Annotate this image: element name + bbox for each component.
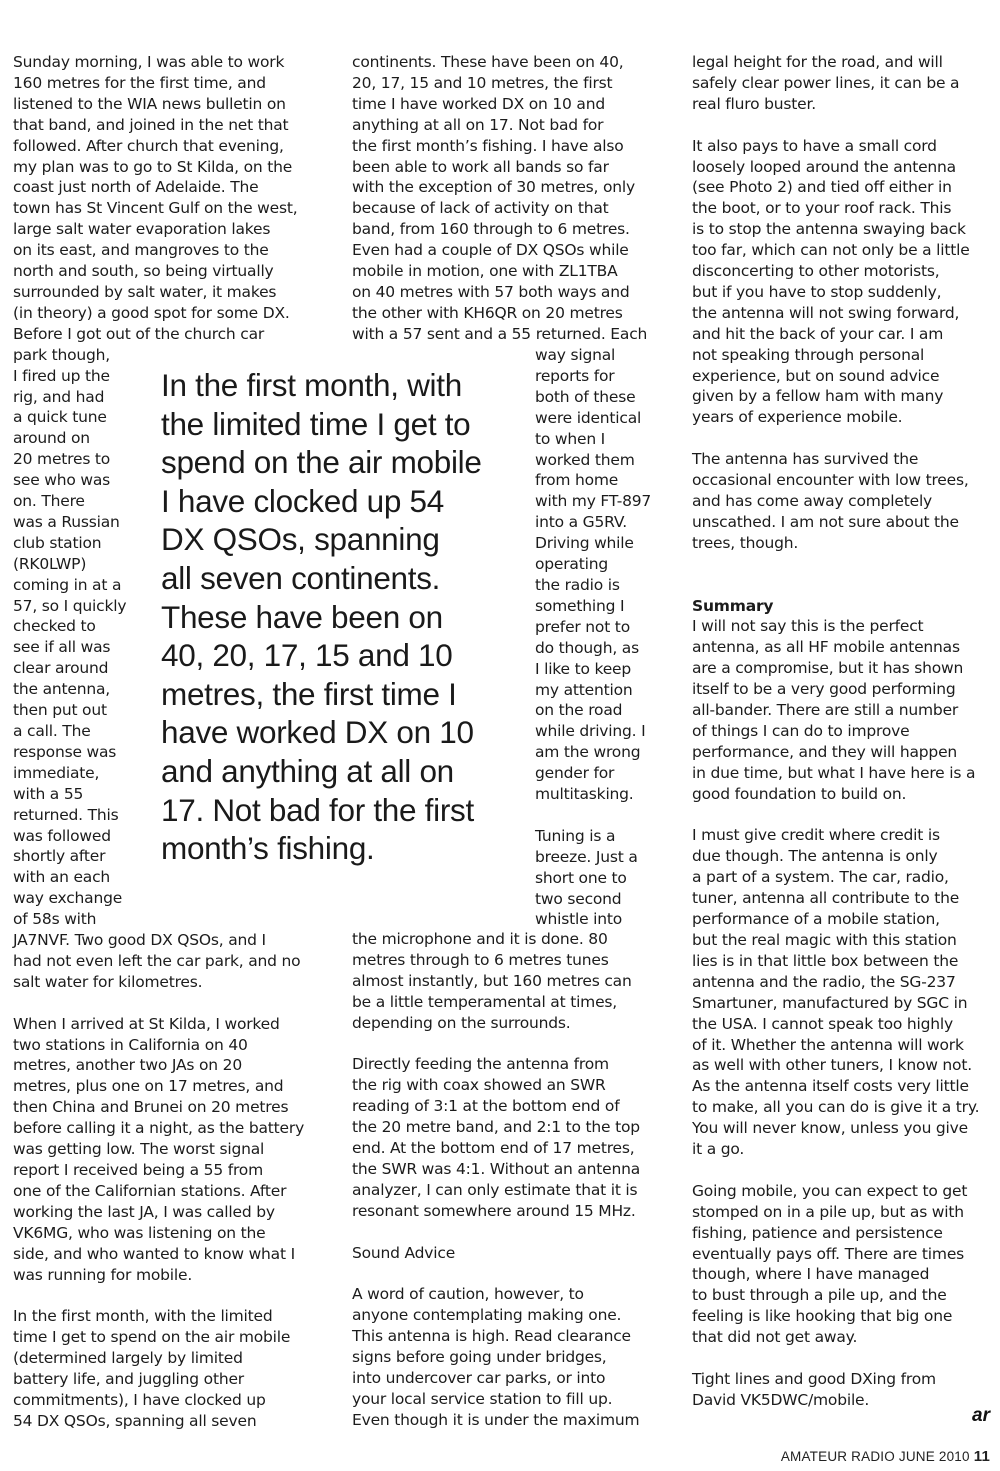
page-footer	[781, 1448, 990, 1465]
col2-para1-top: continents. These have been on 40, 20, 17, 15 and 10 metres, the first time I have worked DX on 10 and anything at all on 17. Not bad for the first month’s fishing. I have also been able to work all bands so far with the exception of 30 metres, only because of lack of activity on that band, from 160 through to 6 metres. Even had a couple of DX QSOs while mobile in motion, one with ZL1TBA on 40 metres with 57 both ways and the other with KH6QR on 20 metres with a 57 sent and a 55 returned. Each	[352, 53, 648, 343]
col2-para3: Directly feeding the antenna from the rig with coax showed an SWR reading of 3:1 at the bottom end of the 20 metre band, and 2:1 to the top end. At the bottom end of 17 metres, the SWR was 4:1. Without an antenna analyzer, I can only estimate that it is resonant somewhere around 15 MHz.	[352, 1055, 641, 1220]
footer-page-number: 11	[973, 1448, 990, 1465]
ar-logo: ar	[972, 1405, 990, 1426]
pull-quote: In the first month, with the limited time I get to spend on the air mobile I have clocked up 54 DX QSOs, spanning all seven continents. These have been on 40, 20, 17, 15 and 10 metres, the first time I have worked DX on 10 and anything at all on 17. Not bad for the first month’s fishing.	[161, 367, 482, 867]
col2-subheading-sound-advice: Sound Advice	[352, 1243, 456, 1262]
col1-para3: In the first month, with the limited time I get to spend on the air mobile (determined largely by limited battery life, and juggling other commitments), I have clocked up 54 DX QSOs, spanning all seven	[13, 1307, 291, 1430]
col1-para1-end: JA7NVF. Two good DX QSOs, and I had not even left the car park, and no salt water for kilometres.	[13, 931, 301, 991]
col3-para4: I will not say this is the perfect antenna, as all HF mobile antennas are a compromise, but it has shown itself to be a very good performing all-bander. There are still a number of things I can do to improve performance, and they will happen in due time, but what I have here is a good foundation to build on.	[692, 617, 976, 803]
col2-para2-end: the microphone and it is done. 80 metres through to 6 metres tunes almost instantly, but 160 metres can be a little temperamental at times, depending on the surrounds.	[352, 930, 632, 1032]
col2-para4: A word of caution, however, to anyone contemplating making one. This antenna is high. Read clearance signs before going under bridges, into undercover car parks, or into your local service station to fill up. Even though it is under the maximum	[352, 1285, 640, 1429]
col3-para7: Tight lines and good DXing from David VK5DWC/mobile.	[692, 1370, 936, 1409]
col1-para1-narrow: park though, I fired up the rig, and had a quick tune around on 20 metres to see who was on. There was a Russian club station (RK0LWP) coming in at a 57, so I quickly checked to see if all was clear around the antenna, then put out a call. The response was immediate, with a 55 returned. This was followed shortly after with an each way exchange of 58s with	[13, 345, 127, 929]
column-3	[692, 52, 992, 1411]
col3-para5: I must give credit where credit is due though. The antenna is only a part of a system. The car, radio, tuner, antenna all contribute to the performance of a mobile station, but the real magic with this station lies is in that little box between the antenna and the radio, the SG-237 Smartuner, manufactured by SGC in the USA. I cannot speak too highly of it. Whether the antenna will work as well with other tuners, I know not. As the antenna itself costs very little to make, all you can do is give it a try. You will never know, unless you give it a go.	[692, 826, 980, 1159]
column-2-narrow	[535, 345, 685, 930]
col3-para1: legal height for the road, and will safely clear power lines, it can be a real fluro buster.	[692, 53, 960, 113]
col2-para1-narrow: way signal reports for both of these were identical to when I worked them from home with my FT-897 into a G5RV. Driving while operating the radio is something I prefer not to do though, as I like to keep my attention on the road while driving. I am the wrong gender for multitasking.	[535, 346, 652, 804]
col3-para2: It also pays to have a small cord loosely looped around the antenna (see Photo 2) and tied off either in the boot, or to your roof rack. This is to stop the antenna swaying back too far, which can not only be a little disconcerting to other motorists, but if you have to stop suddenly, the antenna will not swing forward, and hit the back of your car. I am not speaking through personal experience, but on sound advice given by a fellow ham with many years of experience mobile.	[692, 136, 970, 427]
footer-publication: AMATEUR RADIO JUNE 2010	[780, 1449, 970, 1464]
column-2-upper	[352, 52, 682, 345]
col1-para2: When I arrived at St Kilda, I worked two stations in California on 40 metres, another two JAs on 20 metres, plus one on 17 metres, and then China and Brunei on 20 metres before calling it a night, as the battery was getting low. The worst signal report I received being a 55 from one of the Californian stations. After working the last JA, I was called by VK6MG, who was listening on the side, and who wanted to know what I was running for mobile.	[13, 1014, 305, 1284]
col3-para3: The antenna has survived the occasional encounter with low trees, and has come away completely unscathed. I am not sure about the trees, though.	[692, 450, 969, 552]
column-2-lower	[352, 929, 682, 1431]
col2-para2-narrow: Tuning is a breeze. Just a short one to two second whistle into	[535, 826, 638, 929]
col1-para1-top: Sunday morning, I was able to work 160 metres for the first time, and listened to the WIA news bulletin on that band, and joined in the net that followed. After church that evening, my plan was to go to St Kilda, on the coast just north of Adelaide. The town has St Vincent Gulf on the west, large salt water evaporation lakes on its east, and mangroves to the north and south, so being virtually surrounded by salt water, it makes (in theory) a good spot for some DX. Before I got out of the church car	[13, 53, 298, 343]
col3-para6: Going mobile, you can expect to get stomped on in a pile up, but as with fishing, patience and persistence eventually pays off. There are times though, where I have managed to bust through a pile up, and the feeling is like hooking that big one that did not get away.	[692, 1181, 968, 1347]
col3-heading-summary: Summary	[692, 596, 774, 615]
